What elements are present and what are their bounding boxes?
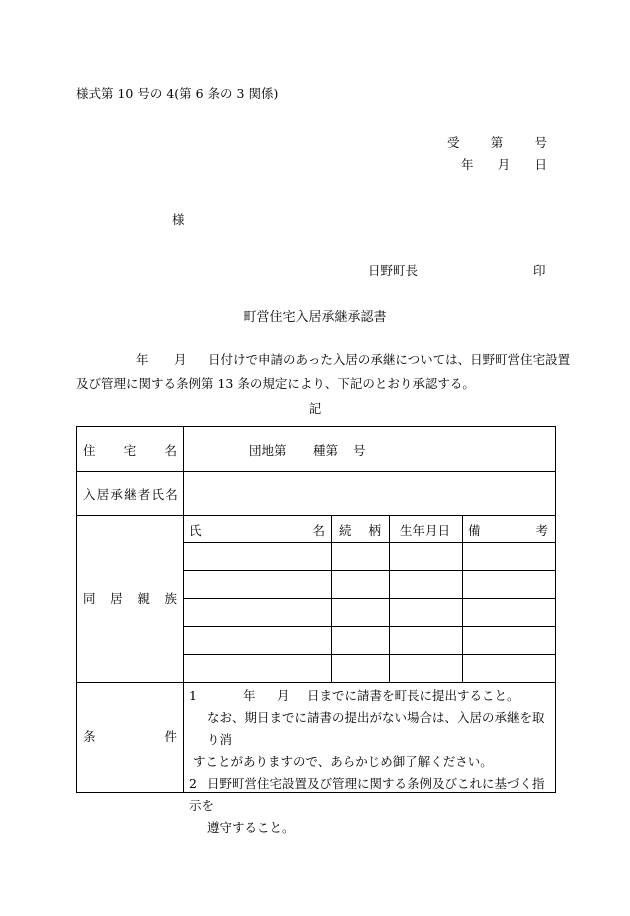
body-line-1 <box>136 350 570 368</box>
condition-label-char: 件 <box>164 729 177 744</box>
condition-1-note-1: なお、期日までに請書の提出がない場合は、入居の承継を取り消 <box>207 710 545 747</box>
address-danchi: 団地第 <box>249 443 287 458</box>
receipt-number-line <box>447 133 547 151</box>
address-label-char: 名 <box>164 443 177 458</box>
ki-mark: 記 <box>308 401 322 416</box>
family-label <box>83 589 177 607</box>
family-header-relation <box>339 521 381 539</box>
family-header-name <box>189 521 325 539</box>
condition-1-month: 月 <box>277 688 290 703</box>
family-row-divider <box>183 542 555 543</box>
issue-date-line <box>461 155 547 173</box>
body-year: 年 <box>136 352 149 367</box>
condition-1 <box>189 685 555 707</box>
address-label <box>83 441 177 459</box>
condition-label-char: 条 <box>83 729 96 744</box>
family-col-divider <box>331 515 332 682</box>
condition-2-line-2: 遵守すること。 <box>207 820 295 835</box>
body-line-2: 及び管理に関する条例第 13 条の規定により、下記のとおり承認する。 <box>76 376 475 391</box>
body-month: 月 <box>174 352 187 367</box>
family-row-divider <box>183 654 555 655</box>
header-char: 続 <box>339 523 352 538</box>
receipt-dai: 第 <box>490 135 504 150</box>
header-char: 氏 <box>189 523 202 538</box>
condition-1-year: 年 <box>243 688 256 703</box>
address-value <box>249 441 366 459</box>
conditions-text <box>189 685 555 839</box>
condition-2 <box>189 773 555 817</box>
condition-1-number: 1 <box>189 688 197 703</box>
address-label-char: 宅 <box>123 443 137 458</box>
seal-mark: 印 <box>533 263 546 278</box>
family-label-char: 居 <box>110 591 123 606</box>
family-col-divider <box>389 515 390 682</box>
date-month: 月 <box>497 157 511 172</box>
successor-name-label: 入居承継者氏名 <box>83 487 179 502</box>
condition-label <box>83 727 177 745</box>
family-label-char: 族 <box>164 591 177 606</box>
header-char: 名 <box>312 523 325 538</box>
receipt-char: 受 <box>447 135 460 150</box>
header-char: 考 <box>535 523 548 538</box>
row-divider <box>77 682 555 683</box>
form-number: 様式第 10 号の 4(第 6 条の 3 関係) <box>76 86 279 101</box>
addressee-suffix: 様 <box>172 212 185 227</box>
address-shu: 種第 <box>313 443 339 458</box>
condition-2-number: 2 <box>189 776 197 791</box>
condition-1-note-2: すことがありますので、あらかじめ御了解ください。 <box>193 754 493 769</box>
address-go: 号 <box>353 443 366 458</box>
family-label-char: 同 <box>83 591 96 606</box>
issuer-name: 日野町長 <box>368 263 419 278</box>
document-title: 町営住宅入居承継承認書 <box>243 310 387 325</box>
family-header-remarks <box>468 521 548 539</box>
date-year: 年 <box>461 157 474 172</box>
family-header-birth: 生年月日 <box>400 523 451 538</box>
family-row-divider <box>183 570 555 571</box>
family-row-divider <box>183 626 555 627</box>
family-label-char: 親 <box>137 591 150 606</box>
address-label-char: 住 <box>83 443 96 458</box>
condition-1-rest: 日までに請書を町長に提出すること。 <box>307 688 520 703</box>
receipt-go: 号 <box>534 135 547 150</box>
family-row-divider <box>183 598 555 599</box>
row-divider <box>77 515 555 516</box>
approval-table <box>76 426 556 835</box>
body-rest: 日付けで申請のあった入居の承継については、日野町営住宅設置 <box>208 352 571 367</box>
condition-2-line-1: 日野町営住宅設置及び管理に関する条例及びこれに基づく指示を <box>189 776 545 813</box>
header-char: 柄 <box>368 523 381 538</box>
header-char: 備 <box>468 523 481 538</box>
label-divider <box>183 427 184 792</box>
family-col-divider <box>462 515 463 682</box>
date-day: 日 <box>534 157 547 172</box>
row-divider <box>77 471 555 472</box>
